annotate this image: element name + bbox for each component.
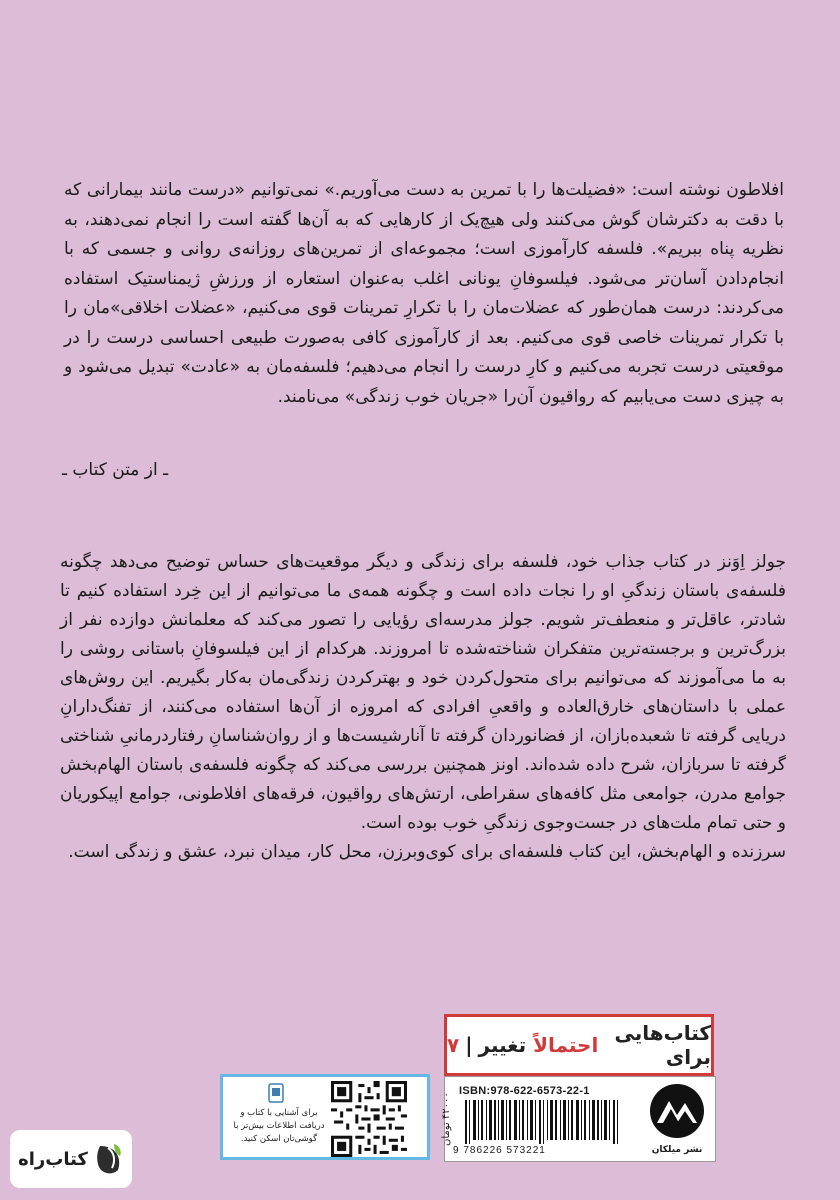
ketabrah-leaf-icon — [94, 1142, 124, 1176]
barcode-icon — [465, 1100, 635, 1144]
watermark-logo — [10, 1130, 132, 1188]
book-description — [60, 548, 786, 867]
series-suffix: تغییر — [478, 1033, 527, 1057]
quote-text: افلاطون نوشته است: «فضیلت‌ها را با تمرین به دست می‌آوریم.» نمی‌توانیم «درست مانند بیمارانی که با دقت به دکترشان گوش می‌کنند ولی هیچ‌یک از کارهایی که به آن‌ها گفته است را انجام نمی‌دهند، به نظریه پناه ببریم». فلسفه کارآموزی است؛ مجموعه‌ای از تمرین‌های روزانه‌ی روانی و جسمی که با انجام‌دادن آسان‌تر می‌شود. فیلسوفانِ یونانی اغلب به‌عنوان استعاره از ورزشِ ژیمناستیک استفاده می‌کردند: درست همان‌طور که عضلات‌مان را با تکرارِ تمرینات قوی می‌کنیم، «عضلات اخلاقی»مان را با تکرار تمرینات خاصی قوی می‌کنیم. بعد از کارآموزی کافی به‌صورت طبیعی احساسی درست را در موقعیتی درست تجربه می‌کنیم و کارِ درست را انجام می‌دهیم؛ فلسفه‌مان به «عادت» تبدیل می‌شود و به چیزی دست می‌یابیم که رواقیون آن‌را «جریان خوب زندگی» می‌نامند. — [64, 180, 784, 407]
series-banner — [444, 1014, 714, 1076]
series-separator: | — [465, 1033, 473, 1057]
series-accent: احتمالاً — [533, 1033, 599, 1057]
series-prefix: کتاب‌هایی برای — [614, 1021, 711, 1069]
series-number: ۷ — [447, 1033, 460, 1057]
isbn-label: ISBN:978-622-6573-22-1 — [459, 1085, 590, 1097]
qr-instructions: برای آشنایی با کتاب و دریافت اطلاعات بیش‌تر با گوشی‌تان اسکن کنید. — [233, 1108, 325, 1144]
book-quote — [64, 176, 784, 412]
publisher-logo — [645, 1083, 709, 1157]
barcode-panel — [441, 1076, 716, 1162]
barcode-digits: 9 786226 573221 — [453, 1145, 546, 1156]
watermark-text: کتاب‌راه — [18, 1148, 88, 1170]
description-paragraph: جولز اِوَنز در کتاب جذاب خود، فلسفه برای زندگی و دیگر موقعیت‌های حساس توضیح می‌دهد چگونه فلسفه‌ی باستان زندگیِ او را نجات داده است و چگونه همه‌ی ما می‌توانیم از این خِرد استفاده کنیم تا شادتر، عاقل‌تر و منعطف‌تر شویم. جولز مدرسه‌ای رؤیایی را تصور می‌کند که معلمانش دوازده نفر از بزرگ‌ترین و برجسته‌ترین متفکران شناخته‌شده تا امروزند. هرکدام از این فیلسوفانِ باستانی روشی را به ما می‌آموزند که می‌توانیم برای متحول‌کردن خود و بهترکردن زندگی‌مان به‌کار بگیریم. این روش‌های عملی با داستان‌های خارق‌العاده و واقعیِ افرادی که امروزه از آن‌ها استفاده می‌کنند، از تفنگ‌دارانِ دریایی گرفته تا شعبده‌بازان، از فضانوردان گرفته تا آنارشیست‌ها و از روان‌شناسانِ رفتاردرمانیِ شناختی گرفته تا سربازان، شرح داده شده‌اند. اونز همچنین بررسی می‌کند که چگونه فلسفه‌ی باستان الهام‌بخش جوامع مدرن، جوامعی مثل کافه‌های سقراطی، ارتش‌های رواقیون، فرقه‌های افلاطونی، جوامع اپیکوریان و حتی تمام ملت‌های در جست‌وجوی زندگیِ خوب بوده است. — [60, 552, 786, 833]
qr-code-icon — [331, 1081, 407, 1157]
price-label: ۴۲۰۰۰ تومان — [441, 1092, 452, 1146]
publisher-name: نشر میلکان — [651, 1145, 703, 1155]
description-paragraph: سرزنده و الهام‌بخش، این کتاب فلسفه‌ای برای کوی‌وبرزن، محل کار، میدان نبرد، عشق و زندگی است. — [68, 842, 786, 862]
quote-source: ـ از متن کتاب ـ — [62, 460, 169, 480]
mountain-logo-icon — [649, 1083, 705, 1139]
phone-scan-icon — [268, 1083, 284, 1103]
qr-panel — [220, 1074, 430, 1160]
